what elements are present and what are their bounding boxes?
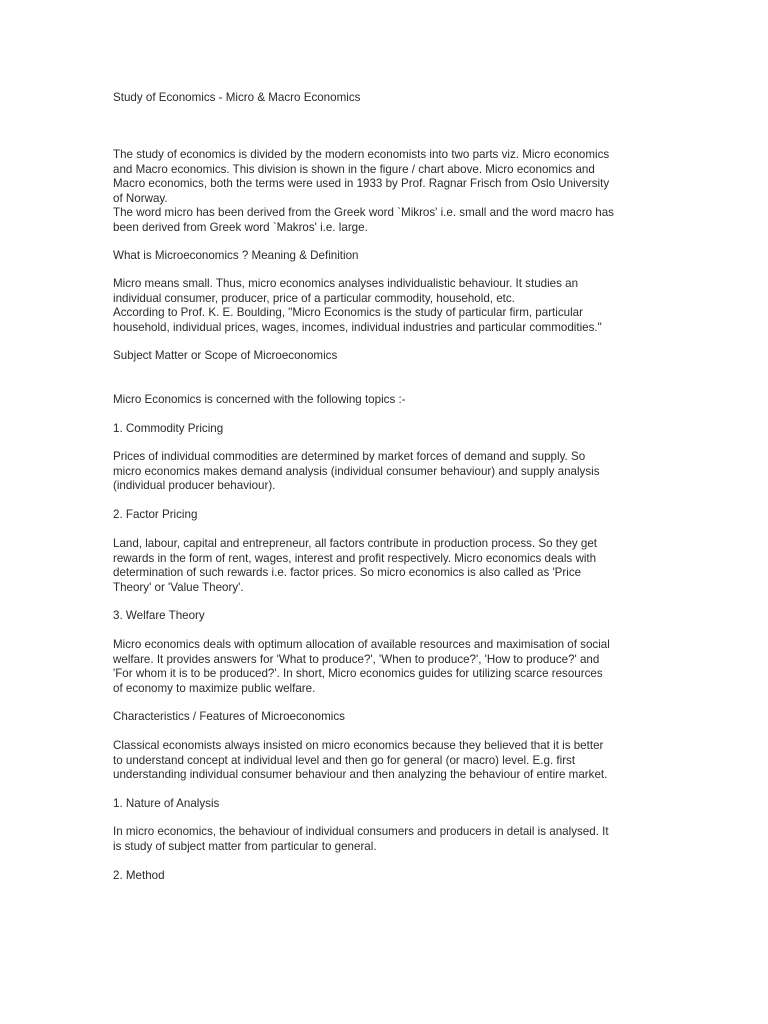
scope-intro-paragraph: Micro Economics is concerned with the following topics :- [113,393,406,406]
heading-welfare-theory: 3. Welfare Theory [113,609,205,622]
definition-paragraph: Micro means small. Thus, micro economics analyses individualistic behaviour. It studies an individual consumer, producer, price of a particular commodity, household, etc. According to Prof. K. E. Boulding, "Micro Economics is the study of particular firm, particular household, individual prices, wages, incomes, individual industries and particular commodities." [113,277,602,334]
heading-commodity-pricing: 1. Commodity Pricing [113,422,224,435]
intro-paragraph: The study of economics is divided by the modern economists into two parts viz. Micro economics and Macro economics. This division is shown in the figure / chart above. Micro economics and Macro economics, both the terms were used in 1933 by Prof. Ragnar Frisch from Oslo University of Norway. The word micro has been derived from the Greek word `Mikros' i.e. small and the word macro has been derived from Greek word `Makros' i.e. large. [113,148,614,234]
heading-definition: What is Microeconomics ? Meaning & Definition [113,249,359,262]
commodity-pricing-paragraph: Prices of individual commodities are determined by market forces of demand and supply. So micro economics makes demand analysis (individual consumer behaviour) and supply analysis (individual producer behaviour). [113,450,600,492]
heading-method: 2. Method [113,869,165,882]
heading-nature-of-analysis: 1. Nature of Analysis [113,797,220,810]
factor-pricing-paragraph: Land, labour, capital and entrepreneur, all factors contribute in production process. So they get rewards in the form of rent, wages, interest and profit respectively. Micro economics deals with determination of such rewards i.e. factor prices. So micro economics is also called as 'Price Theory' or 'Value Theory'. [113,537,598,594]
welfare-theory-paragraph: Micro economics deals with optimum allocation of available resources and maximisation of social welfare. It provides answers for 'What to produce?', 'When to produce?', 'How to produce?' and 'For whom it is to be produced?'. In short, Micro economics guides for utilizing scarce resources of economy to maximize public welfare. [113,638,610,695]
nature-of-analysis-paragraph: In micro economics, the behaviour of individual consumers and producers in detail is analysed. It is study of subject matter from particular to general. [113,825,609,853]
heading-factor-pricing: 2. Factor Pricing [113,508,198,521]
heading-scope: Subject Matter or Scope of Microeconomics [113,349,338,362]
heading-characteristics: Characteristics / Features of Microeconomics [113,710,345,723]
characteristics-paragraph: Classical economists always insisted on micro economics because they believed that it is better to understand concept at individual level and then go for general (or macro) level. E.g. first understanding individual consumer behaviour and then analyzing the behaviour of entire market. [113,739,608,781]
document-title: Study of Economics - Micro & Macro Economics [113,91,361,104]
